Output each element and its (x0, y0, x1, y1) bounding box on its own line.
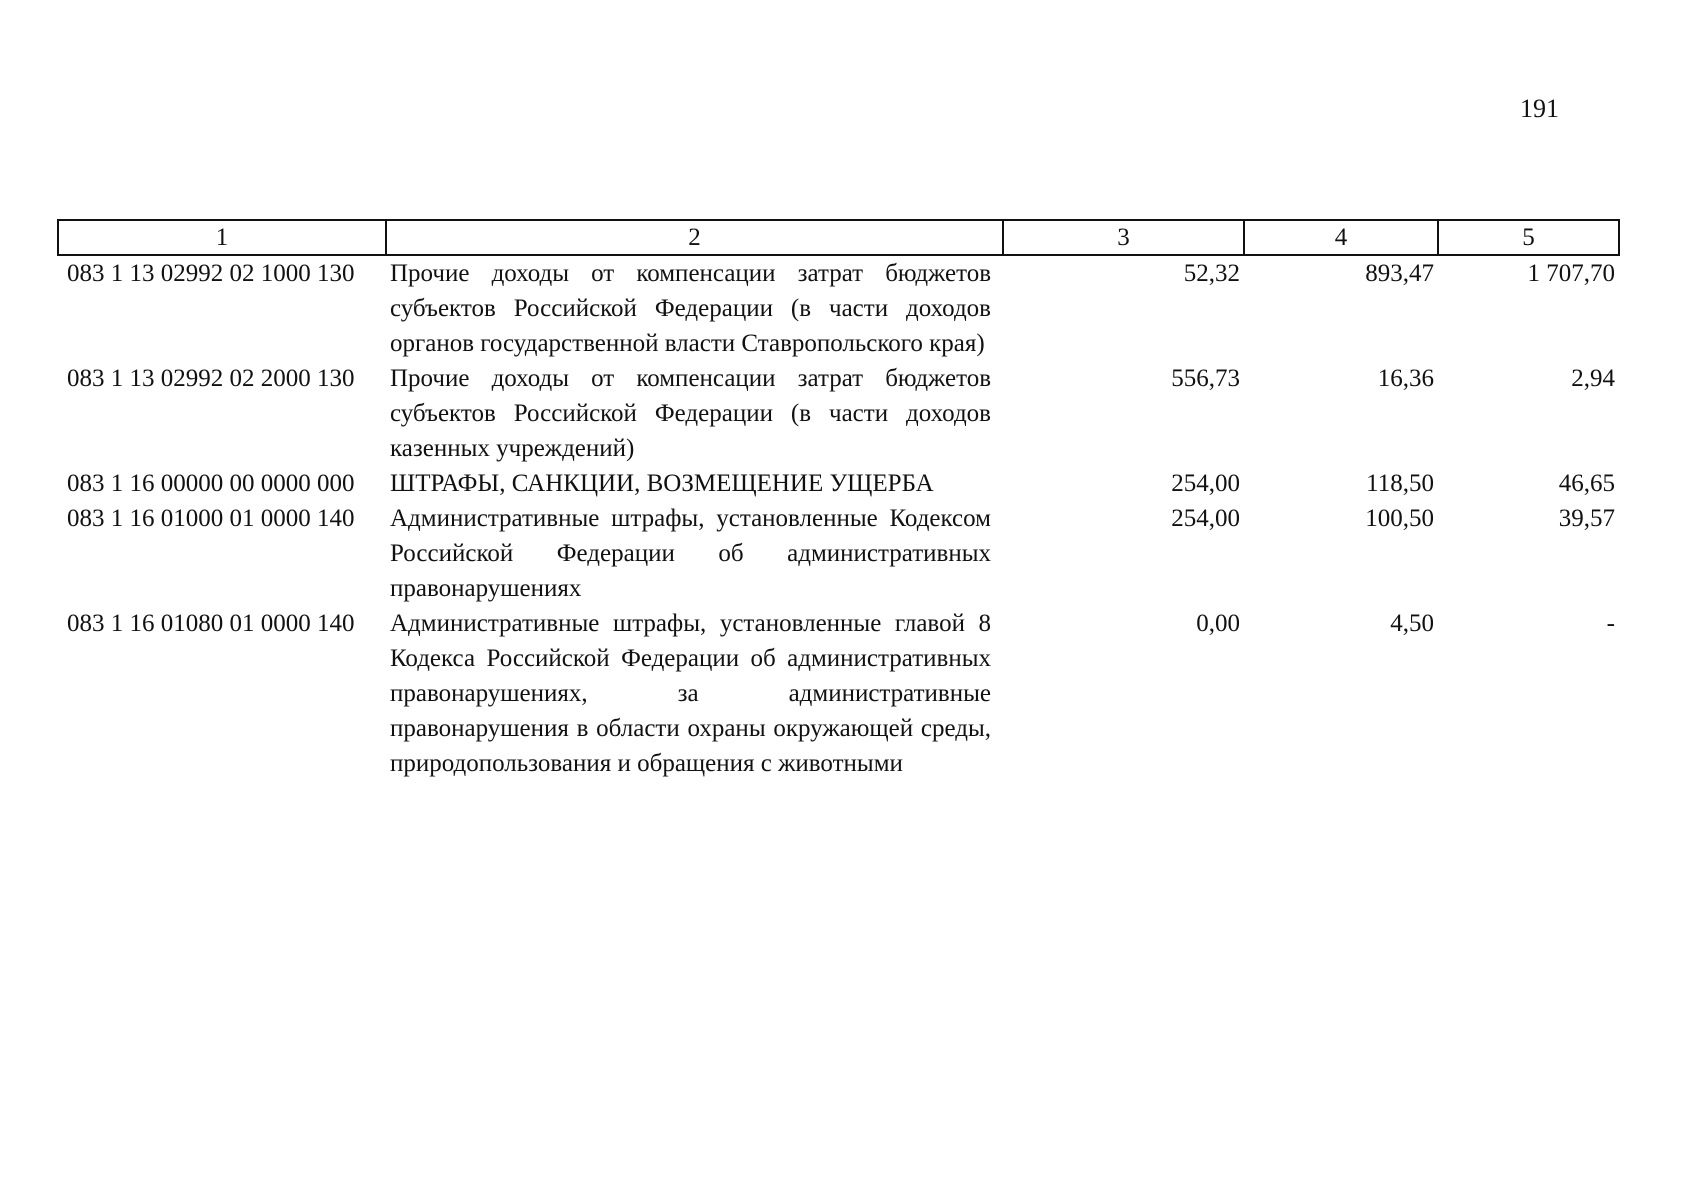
value-col-4: 118,50 (1366, 470, 1434, 497)
value-col-5: 46,65 (1558, 470, 1615, 497)
column-header-4: 4 (1244, 220, 1438, 255)
row-description: Прочие доходы от компенсации затрат бюджетов субъектов Российской Федерации (в части доходов органов государственной власти Ставропольского края) (390, 260, 991, 357)
row-description: Прочие доходы от компенсации затрат бюджетов субъектов Российской Федерации (в части доходов казенных учреждений) (390, 365, 991, 462)
table-row (58, 466, 1619, 501)
table-row (58, 606, 1619, 781)
column-header-5: 5 (1438, 220, 1619, 255)
page-number: 191 (1520, 94, 1559, 123)
value-col-4: 4,50 (1390, 610, 1434, 637)
column-header-3: 3 (1003, 220, 1244, 255)
value-col-5: 1 707,70 (1527, 260, 1615, 287)
budget-code: 083 1 16 00000 00 0000 000 (67, 470, 355, 497)
value-col-3: 254,00 (1171, 505, 1240, 532)
row-description: ШТРАФЫ, САНКЦИИ, ВОЗМЕЩЕНИЕ УЩЕРБА (390, 470, 934, 497)
budget-table (57, 219, 1620, 781)
table-row (58, 255, 1619, 361)
value-col-5: 2,94 (1571, 365, 1615, 392)
value-col-4: 893,47 (1365, 260, 1434, 287)
value-col-5: - (1606, 610, 1615, 637)
row-description: Административные штрафы, установленные главой 8 Кодекса Российской Федерации об административных правонарушениях, за административные правонарушения в области охраны окружающей среды, природопользования и обращения с животными (390, 610, 991, 777)
budget-code: 083 1 13 02992 02 1000 130 (67, 260, 355, 287)
value-col-5: 39,57 (1558, 505, 1615, 532)
value-col-3: 52,32 (1183, 260, 1240, 287)
table-row (58, 361, 1619, 466)
budget-code: 083 1 16 01080 01 0000 140 (67, 610, 355, 637)
value-col-4: 100,50 (1365, 505, 1434, 532)
value-col-3: 556,73 (1171, 365, 1240, 392)
value-col-4: 16,36 (1377, 365, 1434, 392)
row-description: Административные штрафы, установленные Кодексом Российской Федерации об административных правонарушениях (390, 505, 991, 602)
column-header-1: 1 (58, 220, 386, 255)
table-row (58, 501, 1619, 606)
budget-code: 083 1 13 02992 02 2000 130 (67, 365, 355, 392)
column-header-2: 2 (386, 220, 1003, 255)
budget-code: 083 1 16 01000 01 0000 140 (67, 505, 355, 532)
table-header-row (58, 220, 1619, 255)
value-col-3: 0,00 (1196, 610, 1240, 637)
value-col-3: 254,00 (1171, 470, 1240, 497)
